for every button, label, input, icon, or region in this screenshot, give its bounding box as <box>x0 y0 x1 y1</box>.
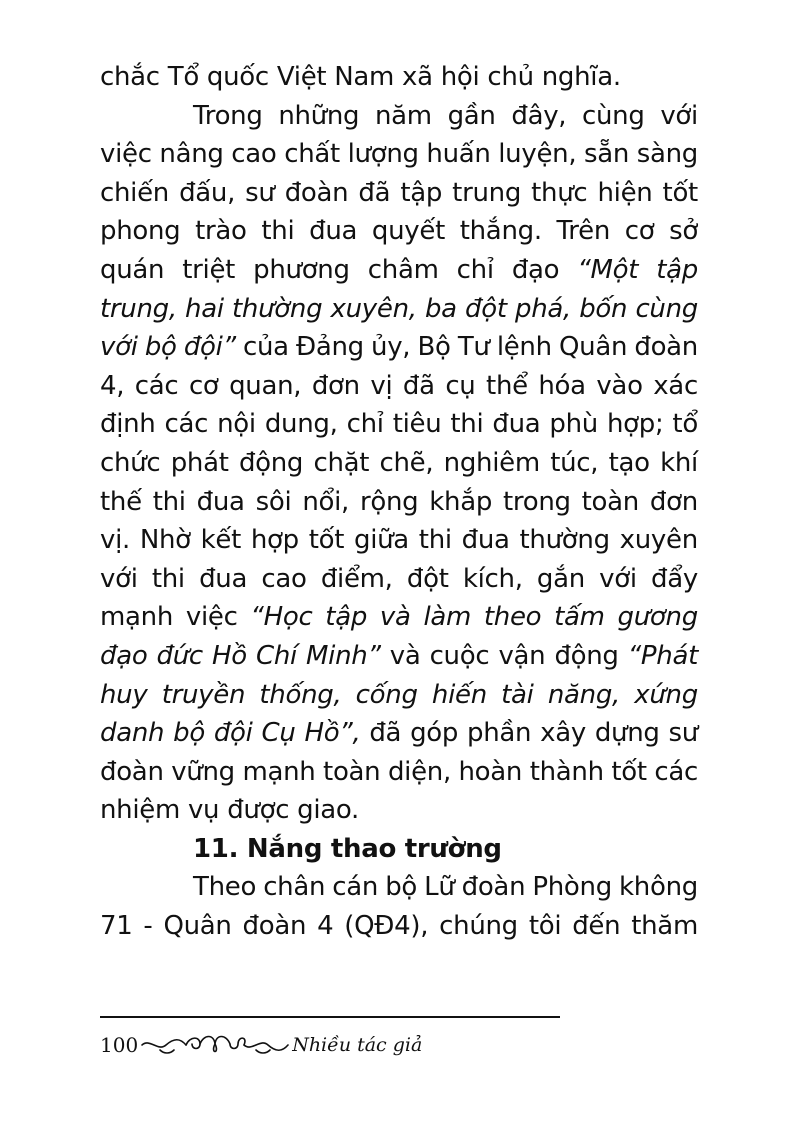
word: khí <box>660 447 698 478</box>
text-line <box>100 58 698 97</box>
word: dung, <box>264 409 338 440</box>
word: dựng <box>594 718 660 749</box>
word: thành <box>529 756 604 787</box>
text-line <box>100 637 698 676</box>
word: định <box>100 409 156 440</box>
word: đua <box>461 525 510 556</box>
word: kết <box>200 525 241 556</box>
word: sẵn <box>583 139 630 170</box>
word: chỉ <box>346 409 384 440</box>
word: Lữ <box>424 872 455 903</box>
word: trung <box>452 177 522 208</box>
word: 4 <box>317 911 334 942</box>
word: Theo <box>193 872 257 903</box>
word: ba <box>424 293 457 324</box>
word: diện, <box>387 756 451 787</box>
text-line <box>100 174 698 213</box>
word: động <box>554 640 619 671</box>
word: vào <box>596 370 643 401</box>
word: Hồ”, <box>304 718 361 749</box>
word: đây, <box>511 100 567 131</box>
word: xây <box>540 718 586 749</box>
word: thăm <box>631 911 698 942</box>
word: hiến <box>431 679 487 710</box>
word: thi <box>151 563 185 594</box>
word: 71 <box>100 911 133 942</box>
word: phù <box>549 409 598 440</box>
word: Phòng <box>532 872 612 903</box>
word: nghiêm <box>443 447 540 478</box>
word: thế <box>100 486 142 517</box>
word: tập <box>656 254 698 285</box>
word: “Phát <box>627 640 698 671</box>
word: đoàn <box>284 177 349 208</box>
text-line <box>100 714 698 753</box>
word: nâng <box>159 139 224 170</box>
word: cao <box>231 139 277 170</box>
word: thường <box>232 293 323 324</box>
word: cùng <box>635 293 698 324</box>
word: quan, <box>229 370 302 401</box>
word: chân <box>263 872 326 903</box>
word: với <box>660 100 698 131</box>
word: lệnh <box>496 332 552 363</box>
word: các <box>654 756 698 787</box>
word: đơn <box>649 486 698 517</box>
text-line <box>100 97 698 136</box>
word: tổ <box>672 409 698 440</box>
word: lượng <box>347 139 419 170</box>
word: thi <box>261 216 295 247</box>
word: xứng <box>634 679 698 710</box>
word: đã <box>402 370 435 401</box>
word: phá, <box>514 293 571 324</box>
word: thường <box>519 525 610 556</box>
word: với <box>100 332 138 363</box>
word: Đảng <box>295 332 364 363</box>
word: phát <box>170 447 229 478</box>
word: thi <box>450 409 484 440</box>
text-line <box>100 135 698 174</box>
word: góp <box>410 718 459 749</box>
word: phong <box>100 216 181 247</box>
word: chiến <box>100 177 169 208</box>
word: các <box>134 370 179 401</box>
word: danh <box>100 718 165 749</box>
word: mạnh <box>100 602 174 633</box>
word: khắp <box>429 486 493 517</box>
word: gần <box>447 100 496 131</box>
word: Minh” <box>306 640 381 671</box>
word: theo <box>483 602 542 633</box>
word: “Một <box>577 254 639 285</box>
word: luyện, <box>498 139 577 170</box>
word: gương <box>617 602 698 633</box>
word: với <box>100 563 138 594</box>
word: quán <box>100 254 165 285</box>
word: phần <box>467 718 532 749</box>
word: đua <box>199 563 248 594</box>
word: Tư <box>457 332 490 363</box>
word: hai <box>185 293 224 324</box>
word: chắc Tổ quốc Việt Nam xã hội chủ nghĩa. <box>100 62 621 92</box>
word: đạo <box>511 254 560 285</box>
text-line <box>100 521 698 560</box>
word: huy <box>100 679 148 710</box>
word: sôi <box>255 486 292 517</box>
page-body <box>100 58 698 946</box>
word: đã <box>358 177 391 208</box>
word: đua <box>309 216 358 247</box>
word: đội <box>213 718 253 749</box>
section-heading: 11. Nắng thao trường <box>193 833 502 864</box>
word: thực <box>531 177 588 208</box>
text-line <box>100 328 698 367</box>
word: thể <box>486 370 528 401</box>
word: và <box>389 640 421 671</box>
word: hợp <box>250 525 299 556</box>
word: huấn <box>426 139 491 170</box>
word: xuyên <box>619 525 698 556</box>
word: đoàn <box>242 911 307 942</box>
word: gắn <box>536 563 585 594</box>
word: đấu, <box>179 177 236 208</box>
word: nội <box>217 409 256 440</box>
word: bộ <box>385 872 418 903</box>
ornament-flourish-icon <box>140 1032 290 1058</box>
word: đoàn <box>100 756 164 787</box>
word: tập <box>325 602 368 633</box>
word: trong <box>503 486 571 517</box>
word: phương <box>253 254 350 285</box>
word: toàn <box>323 756 381 787</box>
word: Chí <box>255 640 297 671</box>
word: toàn <box>581 486 639 517</box>
word: đẩy <box>651 563 698 594</box>
text-line <box>100 483 698 522</box>
word: bộ <box>144 332 177 363</box>
word: truyền <box>161 679 246 710</box>
footer-row <box>100 1028 560 1062</box>
word: Hồ <box>212 640 247 671</box>
word: cụ <box>445 370 476 401</box>
footer-rule <box>100 1016 560 1018</box>
word: đột <box>465 293 507 324</box>
word: sư <box>668 718 698 749</box>
word: chất <box>284 139 340 170</box>
word: với <box>599 563 637 594</box>
word: cơ <box>188 370 219 401</box>
word: ủy, <box>371 332 411 363</box>
word: và <box>379 602 411 633</box>
text-line <box>100 444 698 483</box>
text-line <box>100 868 698 907</box>
text-line <box>100 907 698 946</box>
word: kích, <box>462 563 523 594</box>
word: tiêu <box>392 409 442 440</box>
word: đoàn <box>461 872 526 903</box>
word: giữa <box>353 525 409 556</box>
word: đua <box>492 409 541 440</box>
text-line <box>100 251 698 290</box>
word: đã <box>369 718 402 749</box>
word: Bộ <box>417 332 451 363</box>
word: tốt <box>308 525 345 556</box>
text-line <box>100 676 698 715</box>
text-line <box>100 367 698 406</box>
word: chặt <box>313 447 370 478</box>
word: quyết <box>371 216 445 247</box>
text-line <box>100 560 698 599</box>
word: chức <box>100 447 161 478</box>
word: xuyên, <box>330 293 417 324</box>
word: trào <box>195 216 247 247</box>
word: đức <box>156 640 203 671</box>
word: mạnh <box>242 756 316 787</box>
word: sàng <box>636 139 698 170</box>
word: việc <box>185 602 238 633</box>
word: đạo <box>100 640 148 671</box>
word: 4, <box>100 370 125 401</box>
word: việc <box>100 139 152 170</box>
word: hoàn <box>458 756 523 787</box>
word: triệt <box>182 254 236 285</box>
page-footer <box>100 1016 560 1062</box>
word: vị <box>370 370 393 401</box>
word: cao <box>261 563 307 594</box>
text-line <box>100 598 698 637</box>
word: vững <box>171 756 235 787</box>
word: bộ <box>173 718 205 749</box>
word: thắng. <box>459 216 542 247</box>
word: năng, <box>547 679 621 710</box>
word: thi <box>418 525 452 556</box>
word: vị. <box>100 525 130 556</box>
word: của <box>242 332 289 363</box>
word: “Học <box>250 602 313 633</box>
word: cán <box>332 872 379 903</box>
word: điểm, <box>320 563 393 594</box>
author-credit: Nhiều tác giả <box>292 1034 423 1056</box>
word: Nhờ <box>139 525 191 556</box>
word: sư <box>245 177 275 208</box>
word: xác <box>653 370 698 401</box>
word: châm <box>367 254 439 285</box>
word: - <box>143 911 153 942</box>
word: rộng <box>359 486 419 517</box>
word: tốt <box>611 756 647 787</box>
word: tốt <box>662 177 698 208</box>
word: hợp; <box>606 409 664 440</box>
word: tạo <box>608 447 650 478</box>
word: nổi, <box>302 486 350 517</box>
word: đơn <box>311 370 360 401</box>
word: Quân <box>163 911 232 942</box>
word: hiện <box>597 177 653 208</box>
word: bốn <box>579 293 628 324</box>
word: chẽ, <box>379 447 434 478</box>
word: đột <box>406 563 449 594</box>
word: đua <box>196 486 245 517</box>
text-line <box>100 791 698 830</box>
word: (QĐ4), <box>344 911 429 942</box>
word: Trên <box>556 216 611 247</box>
word: thi <box>152 486 186 517</box>
word: những <box>278 100 360 131</box>
text-line <box>100 212 698 251</box>
word: không <box>619 872 698 903</box>
word: làm <box>423 602 472 633</box>
word: đoàn <box>634 332 698 363</box>
word: trung, <box>100 293 177 324</box>
word: cuộc <box>429 640 490 671</box>
word: tài <box>501 679 534 710</box>
word: túc, <box>550 447 599 478</box>
word: đội” <box>183 332 236 363</box>
text-line <box>100 753 698 792</box>
word: năm <box>375 100 432 131</box>
word: hóa <box>538 370 586 401</box>
word: Quân <box>559 332 628 363</box>
page-number: 100 <box>100 1033 139 1057</box>
word: tôi <box>528 911 562 942</box>
word: chúng <box>439 911 518 942</box>
word: cơ <box>624 216 655 247</box>
word: thống, <box>259 679 342 710</box>
text-line <box>100 290 698 329</box>
word: các <box>164 409 209 440</box>
word: Cụ <box>261 718 296 749</box>
word: nhiệm vụ được giao. <box>100 795 360 826</box>
word: sở <box>669 216 698 247</box>
text-line <box>100 405 698 444</box>
word: động <box>238 447 304 478</box>
word: tập <box>400 177 443 208</box>
word: vận <box>498 640 546 671</box>
word: Trong <box>193 100 263 131</box>
word: cùng <box>582 100 645 131</box>
word: cống <box>355 679 418 710</box>
word: đến <box>572 911 621 942</box>
word: tấm <box>554 602 605 633</box>
word: chỉ <box>456 254 494 285</box>
